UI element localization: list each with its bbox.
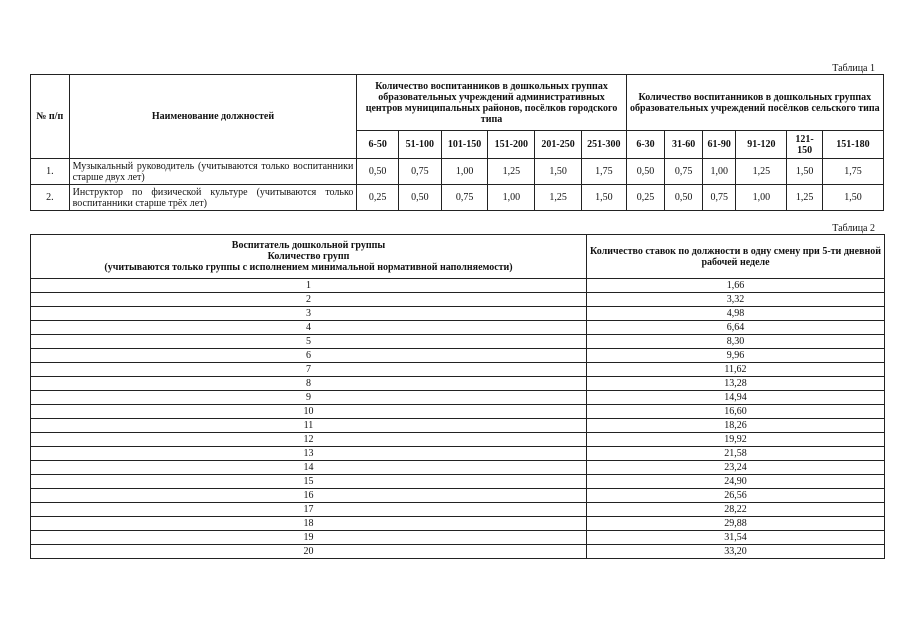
table-row [31, 433, 885, 447]
group-count-cell: 7 [31, 363, 587, 377]
rate-count-cell: 23,24 [587, 461, 885, 475]
header-groups-sub2: (учитываются только группы с исполнением минимальной нормативной наполняемости) [104, 262, 513, 273]
group-count-cell: 17 [31, 503, 587, 517]
rate-cell: 1,00 [736, 185, 787, 211]
rural-range-header: 91-120 [736, 131, 787, 159]
rate-cell: 0,75 [702, 185, 736, 211]
table-row [31, 447, 885, 461]
rate-count-cell: 33,20 [587, 545, 885, 559]
rate-count-cell: 16,60 [587, 405, 885, 419]
group-count-cell: 6 [31, 349, 587, 363]
group-count-cell: 16 [31, 489, 587, 503]
rate-count-cell: 29,88 [587, 517, 885, 531]
urban-range-header: 51-100 [399, 131, 442, 159]
row-num: 1. [31, 159, 70, 185]
staffing-table-2 [30, 234, 885, 559]
rate-count-cell: 13,28 [587, 377, 885, 391]
group-count-cell: 10 [31, 405, 587, 419]
table-row [31, 185, 884, 211]
group-count-cell: 4 [31, 321, 587, 335]
rate-cell: 0,50 [357, 159, 399, 185]
rate-count-cell: 21,58 [587, 447, 885, 461]
rural-range-header: 121-150 [787, 131, 823, 159]
rate-cell: 1,25 [535, 185, 582, 211]
header-position-name: Наименование должностей [69, 75, 357, 159]
rate-cell: 0,25 [626, 185, 665, 211]
rate-count-cell: 26,56 [587, 489, 885, 503]
group-count-cell: 14 [31, 461, 587, 475]
header-urban-group: Количество воспитанников в дошкольных группах образовательных учреждений административных центров муниципальных районов, посёлков городского типа [357, 75, 626, 131]
group-count-cell: 12 [31, 433, 587, 447]
table-row [31, 279, 885, 293]
table-row [31, 517, 885, 531]
row-num: 2. [31, 185, 70, 211]
header-groups-title: Воспитатель дошкольной группы [231, 240, 386, 251]
table-row [31, 159, 884, 185]
rate-cell: 0,50 [665, 185, 703, 211]
rate-count-cell: 3,32 [587, 293, 885, 307]
rate-count-cell: 1,66 [587, 279, 885, 293]
position-name: Инструктор по физической культуре (учитываются только воспитанники старше трёх лет) [69, 185, 357, 211]
group-count-cell: 20 [31, 545, 587, 559]
header-num: № п/п [31, 75, 70, 159]
table-row [31, 349, 885, 363]
rate-cell: 0,25 [357, 185, 399, 211]
urban-range-header: 6-50 [357, 131, 399, 159]
rate-cell: 1,00 [488, 185, 535, 211]
rate-count-cell: 31,54 [587, 531, 885, 545]
rate-cell: 1,25 [787, 185, 823, 211]
table-row [31, 363, 885, 377]
table-row [31, 503, 885, 517]
rate-cell: 1,00 [702, 159, 736, 185]
rate-cell: 0,75 [399, 159, 442, 185]
table-row [31, 307, 885, 321]
table-row [31, 489, 885, 503]
group-count-cell: 5 [31, 335, 587, 349]
urban-range-header: 251-300 [581, 131, 626, 159]
header-groups [31, 235, 587, 279]
table-row [31, 461, 885, 475]
rate-count-cell: 18,26 [587, 419, 885, 433]
group-count-cell: 1 [31, 279, 587, 293]
rate-count-cell: 28,22 [587, 503, 885, 517]
rate-cell: 0,50 [626, 159, 665, 185]
rate-count-cell: 24,90 [587, 475, 885, 489]
table-row [31, 391, 885, 405]
rate-count-cell: 14,94 [587, 391, 885, 405]
group-count-cell: 13 [31, 447, 587, 461]
table1-caption: Таблица 1 [832, 63, 875, 74]
rate-cell: 1,75 [822, 159, 883, 185]
group-count-cell: 18 [31, 517, 587, 531]
rate-cell: 1,50 [581, 185, 626, 211]
group-count-cell: 3 [31, 307, 587, 321]
group-count-cell: 15 [31, 475, 587, 489]
rate-cell: 1,00 [441, 159, 488, 185]
group-count-cell: 11 [31, 419, 587, 433]
rural-range-header: 61-90 [702, 131, 736, 159]
table-row [31, 293, 885, 307]
rural-range-header: 151-180 [822, 131, 883, 159]
table-row [31, 475, 885, 489]
table-row [31, 419, 885, 433]
table-row [31, 531, 885, 545]
header-rural-group: Количество воспитанников в дошкольных группах образовательных учреждений посёлков сельского типа [626, 75, 883, 131]
group-count-cell: 9 [31, 391, 587, 405]
urban-range-header: 151-200 [488, 131, 535, 159]
rural-range-header: 6-30 [626, 131, 665, 159]
rate-count-cell: 6,64 [587, 321, 885, 335]
table2-caption: Таблица 2 [832, 223, 875, 234]
table-row [31, 377, 885, 391]
group-count-cell: 8 [31, 377, 587, 391]
rate-cell: 0,75 [665, 159, 703, 185]
rate-cell: 1,25 [736, 159, 787, 185]
group-count-cell: 19 [31, 531, 587, 545]
header-rates: Количество ставок по должности в одну смену при 5-ти дневной рабочей неделе [587, 235, 885, 279]
urban-range-header: 201-250 [535, 131, 582, 159]
rate-cell: 0,50 [399, 185, 442, 211]
rate-count-cell: 9,96 [587, 349, 885, 363]
rural-range-header: 31-60 [665, 131, 703, 159]
table-row [31, 335, 885, 349]
header-groups-sub1: Количество групп [267, 251, 350, 262]
position-name: Музыкальный руководитель (учитываются только воспитанники старше двух лет) [69, 159, 357, 185]
table-row [31, 405, 885, 419]
rate-count-cell: 19,92 [587, 433, 885, 447]
urban-range-header: 101-150 [441, 131, 488, 159]
rate-cell: 1,50 [787, 159, 823, 185]
table-row [31, 321, 885, 335]
rate-count-cell: 8,30 [587, 335, 885, 349]
rate-cell: 1,50 [822, 185, 883, 211]
staffing-table-1 [30, 74, 884, 211]
rate-cell: 1,50 [535, 159, 582, 185]
group-count-cell: 2 [31, 293, 587, 307]
table-row [31, 545, 885, 559]
rate-count-cell: 11,62 [587, 363, 885, 377]
rate-cell: 1,75 [581, 159, 626, 185]
rate-count-cell: 4,98 [587, 307, 885, 321]
rate-cell: 1,25 [488, 159, 535, 185]
rate-cell: 0,75 [441, 185, 488, 211]
